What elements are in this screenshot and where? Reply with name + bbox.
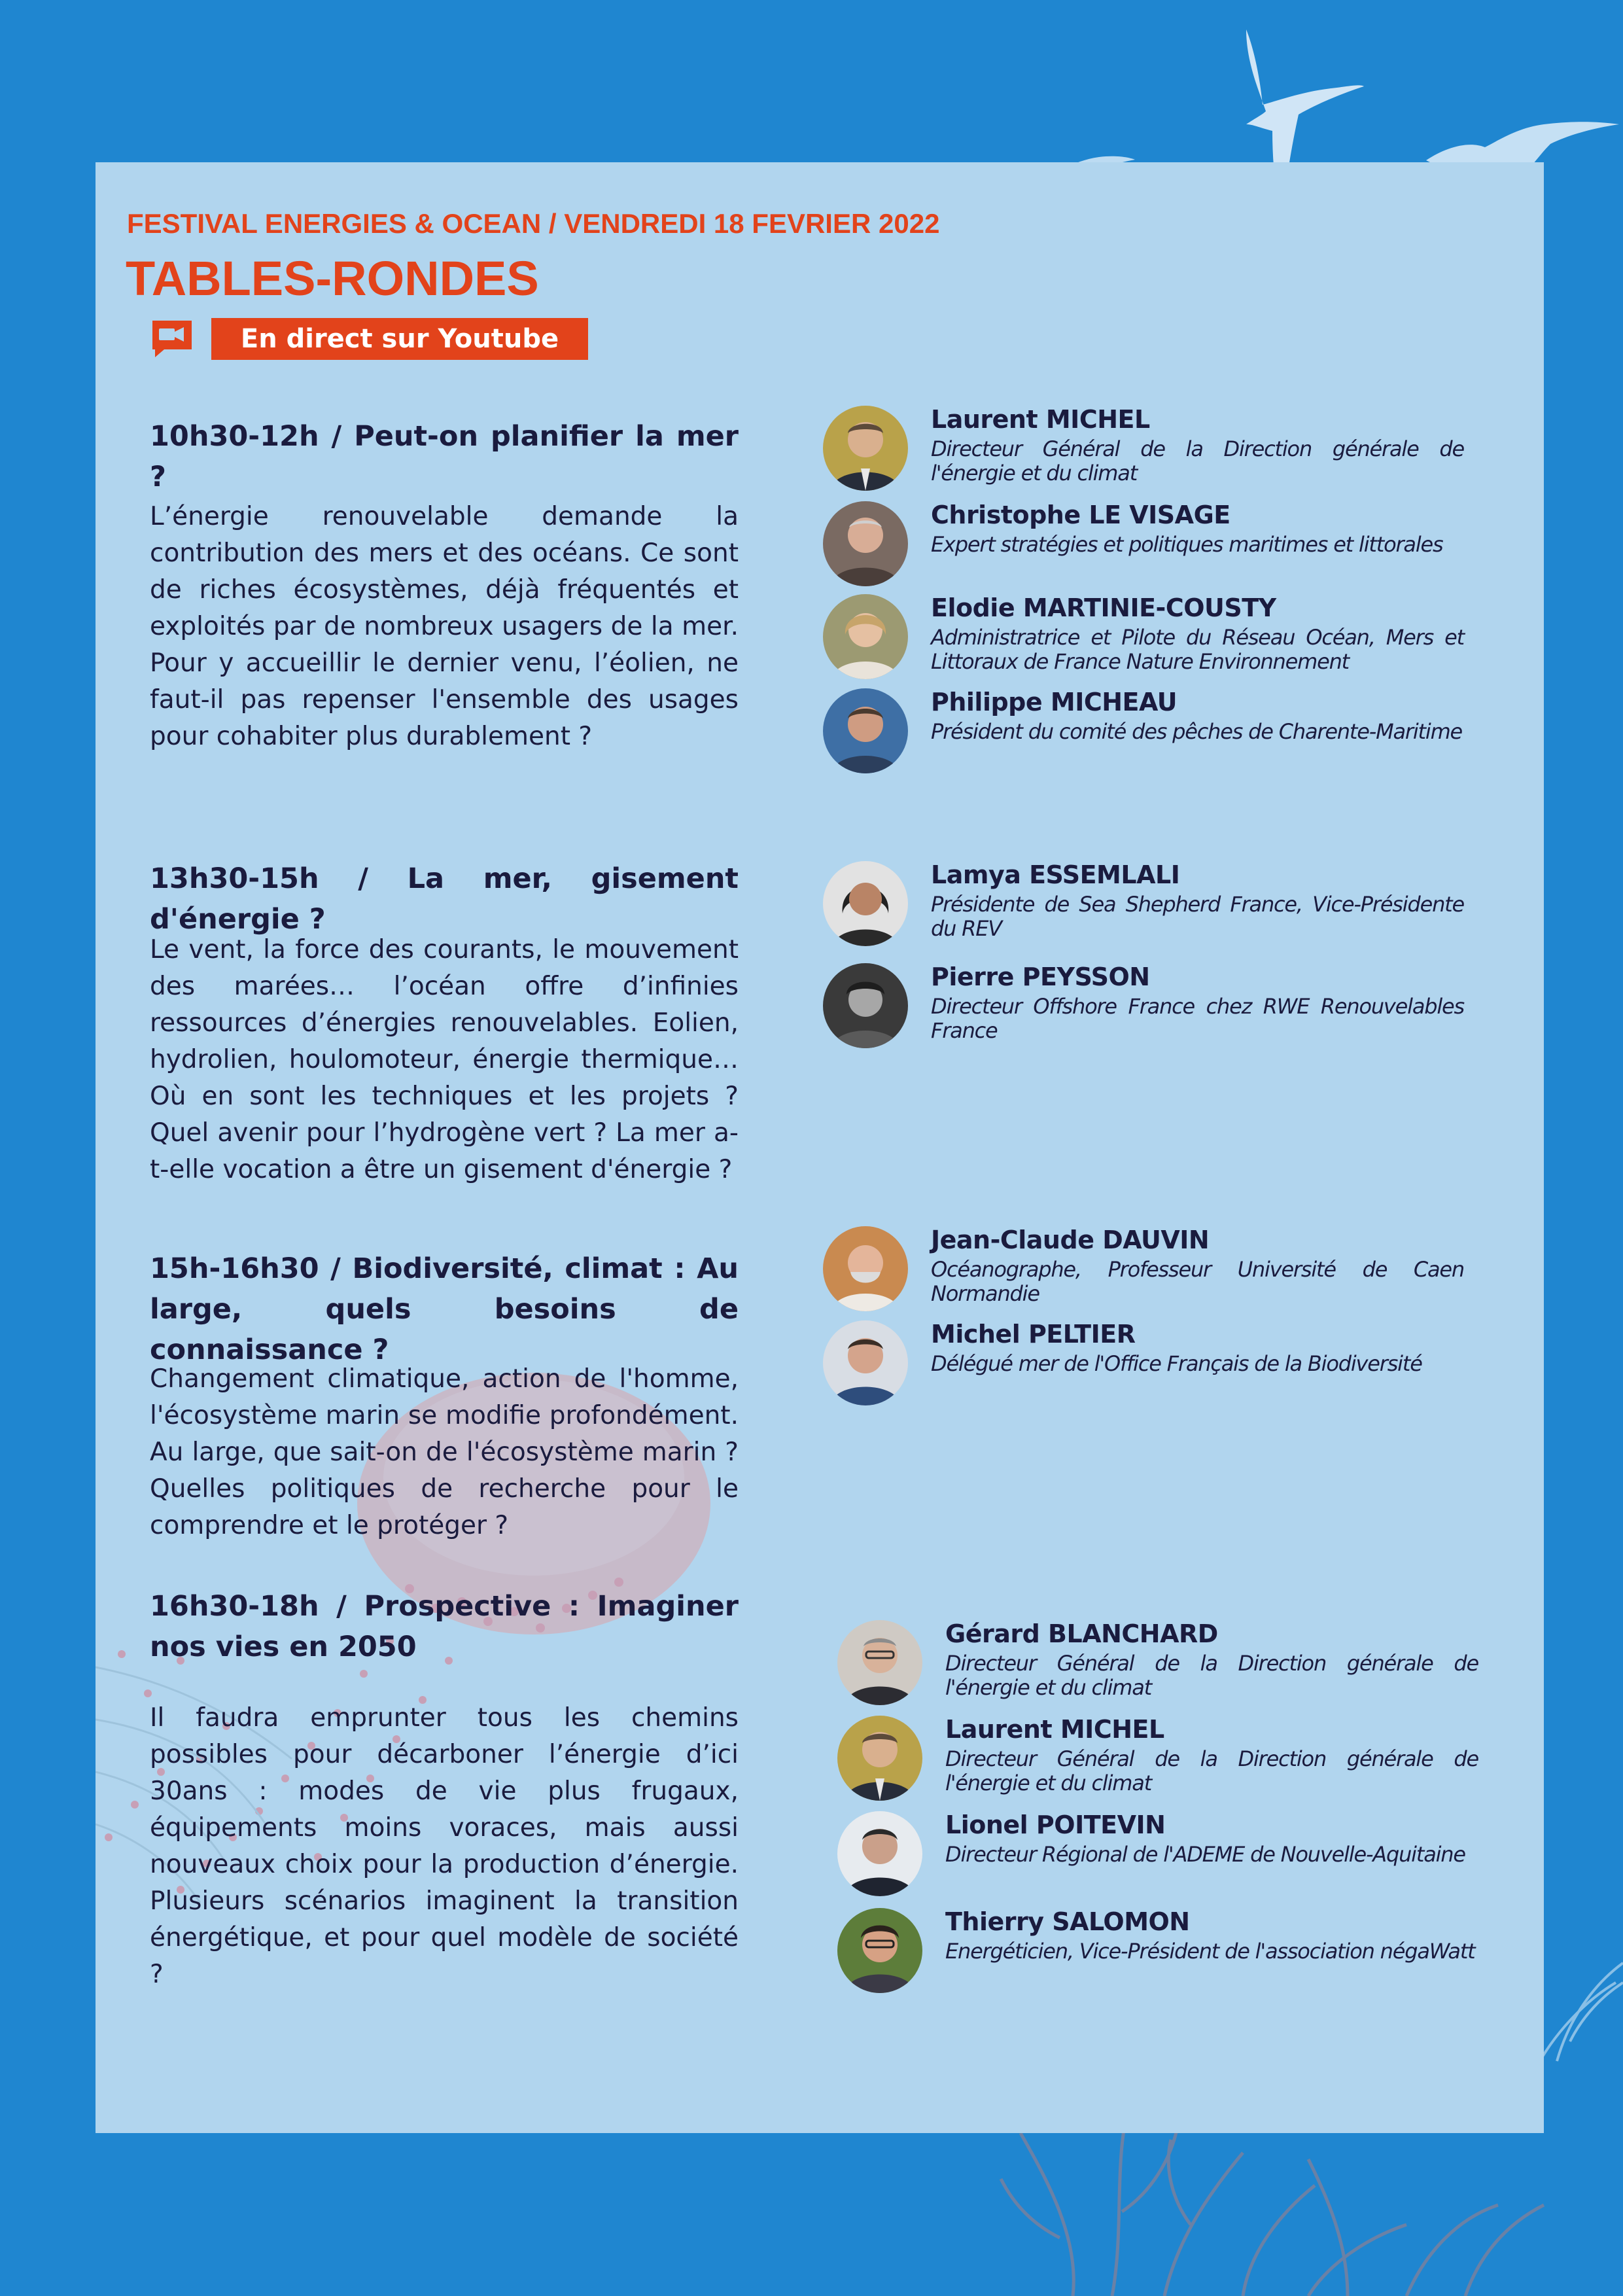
- session-description: L’énergie renouvelable demande la contribution des mers et des océans. Ce sont de riches écosystèmes, déjà fréquentés et exploités par de nombreux usagers de la mer. Pour y accueillir le dernier venu, l’éolien, ne faut-il pas repenser l'ensemble des usages pour cohabiter plus durablement ?: [150, 502, 739, 751]
- page-title: TABLES-RONDES: [126, 251, 539, 306]
- speaker-avatar: [823, 594, 908, 679]
- speaker-avatar: [837, 1716, 922, 1801]
- speaker-card: [837, 1908, 1492, 2000]
- session-description: Il faudra emprunter tous les chemins possibles pour décarboner l’énergie d’ici 30ans : modes de vie plus frugaux, équipements moins voraces, mais aussi nouveaux choix pour la production d’énergie. Plusieurs scénarios imaginent la transition énergétique, et pour quel modèle de société ?: [150, 1703, 739, 1989]
- speaker-avatar: [823, 1226, 908, 1311]
- speaker-role: Directeur Général de la Direction générale de l'énergie et du climat: [945, 1651, 1478, 1700]
- speaker-card: [837, 1620, 1492, 1712]
- youtube-live-button[interactable]: En direct sur Youtube: [211, 318, 588, 360]
- speaker-name: Lamya ESSEMLALI: [931, 860, 1180, 889]
- speaker-avatar: [823, 861, 908, 946]
- speaker-role: Directeur Offshore France chez RWE Renouvelables France: [931, 994, 1464, 1043]
- speaker-card: [823, 963, 1477, 1055]
- speaker-name: Pierre PEYSSON: [931, 963, 1150, 991]
- speaker-name: Laurent MICHEL: [945, 1715, 1164, 1744]
- speaker-name: Christophe LE VISAGE: [931, 501, 1230, 529]
- speaker-card: [823, 688, 1477, 780]
- speaker-role: Directeur Régional de l'ADEME de Nouvelle-Aquitaine: [945, 1842, 1465, 1867]
- speaker-name: Lionel POITEVIN: [945, 1810, 1166, 1839]
- speaker-avatar: [823, 688, 908, 773]
- speaker-avatar: [837, 1811, 922, 1896]
- event-supertitle: FESTIVAL ENERGIES & OCEAN / VENDREDI 18 FEVRIER 2022: [127, 208, 940, 239]
- speaker-card: [823, 406, 1477, 497]
- speaker-name: Elodie MARTINIE-COUSTY: [931, 593, 1276, 622]
- session-title: 10h30-12h / Peut-on planifier la mer ?: [150, 420, 739, 493]
- speaker-card: [823, 1320, 1477, 1412]
- speaker-card: [823, 861, 1477, 953]
- speaker-role: Expert stratégies et politiques maritimes et littorales: [931, 532, 1443, 557]
- speaker-avatar: [837, 1620, 922, 1705]
- speaker-role: Energéticien, Vice-Président de l'association négaWatt: [945, 1939, 1475, 1964]
- session-title: 16h30-18h / Prospective : Imaginer nos vies en 2050: [150, 1590, 739, 1663]
- speaker-name: Gérard BLANCHARD: [945, 1619, 1218, 1648]
- speaker-name: Thierry SALOMON: [945, 1907, 1190, 1936]
- speaker-avatar: [823, 1320, 908, 1405]
- session-description: Changement climatique, action de l'homme, l'écosystème marin se modifie profondément. Au large, que sait-on de l'écosystème marin ? Quelles politiques de recherche pour le comprendre et le protéger ?: [150, 1364, 739, 1540]
- speaker-avatar: [823, 501, 908, 586]
- speaker-card: [823, 501, 1477, 593]
- speaker-avatar: [823, 963, 908, 1048]
- session-title: 15h-16h30 / Biodiversité, climat : Au large, quels besoins de connaissance ?: [150, 1252, 739, 1366]
- speaker-card: [823, 1226, 1477, 1318]
- speaker-name: Laurent MICHEL: [931, 405, 1150, 434]
- speaker-name: Jean-Claude DAUVIN: [931, 1226, 1210, 1254]
- session-description: Le vent, la force des courants, le mouvement des marées… l’océan offre d’infinies ressources d’énergies renouvelables. Eolien, hydrolien, houlomoteur, énergie thermique… Où en sont les techniques et les projets ? Quel avenir pour l’hydrogène vert ? La mer a-t-elle vocation a être un gisement d'énergie ?: [150, 935, 739, 1184]
- speaker-role: Directeur Général de la Direction générale de l'énergie et du climat: [945, 1746, 1478, 1795]
- speaker-avatar: [823, 406, 908, 491]
- session-title: 13h30-15h / La mer, gisement d'énergie ?: [150, 862, 739, 936]
- speaker-role: Délégué mer de l'Office Français de la Biodiversité: [931, 1351, 1422, 1376]
- speaker-name: Michel PELTIER: [931, 1320, 1136, 1349]
- speaker-avatar: [837, 1908, 922, 1993]
- speaker-role: Administratrice et Pilote du Réseau Océan, Mers et Littoraux de France Nature Environnement: [931, 625, 1464, 674]
- speaker-name: Philippe MICHEAU: [931, 688, 1178, 716]
- speaker-card: [837, 1716, 1492, 1807]
- speaker-card: [837, 1811, 1492, 1903]
- speaker-role: Océanographe, Professeur Université de Caen Normandie: [931, 1257, 1464, 1306]
- speaker-card: [823, 594, 1477, 686]
- speaker-role: Directeur Général de la Direction générale de l'énergie et du climat: [931, 436, 1464, 486]
- speaker-role: Présidente de Sea Shepherd France, Vice-Présidente du REV: [931, 892, 1464, 941]
- video-chat-icon: [150, 318, 194, 359]
- speaker-role: Président du comité des pêches de Charente-Maritime: [931, 719, 1463, 744]
